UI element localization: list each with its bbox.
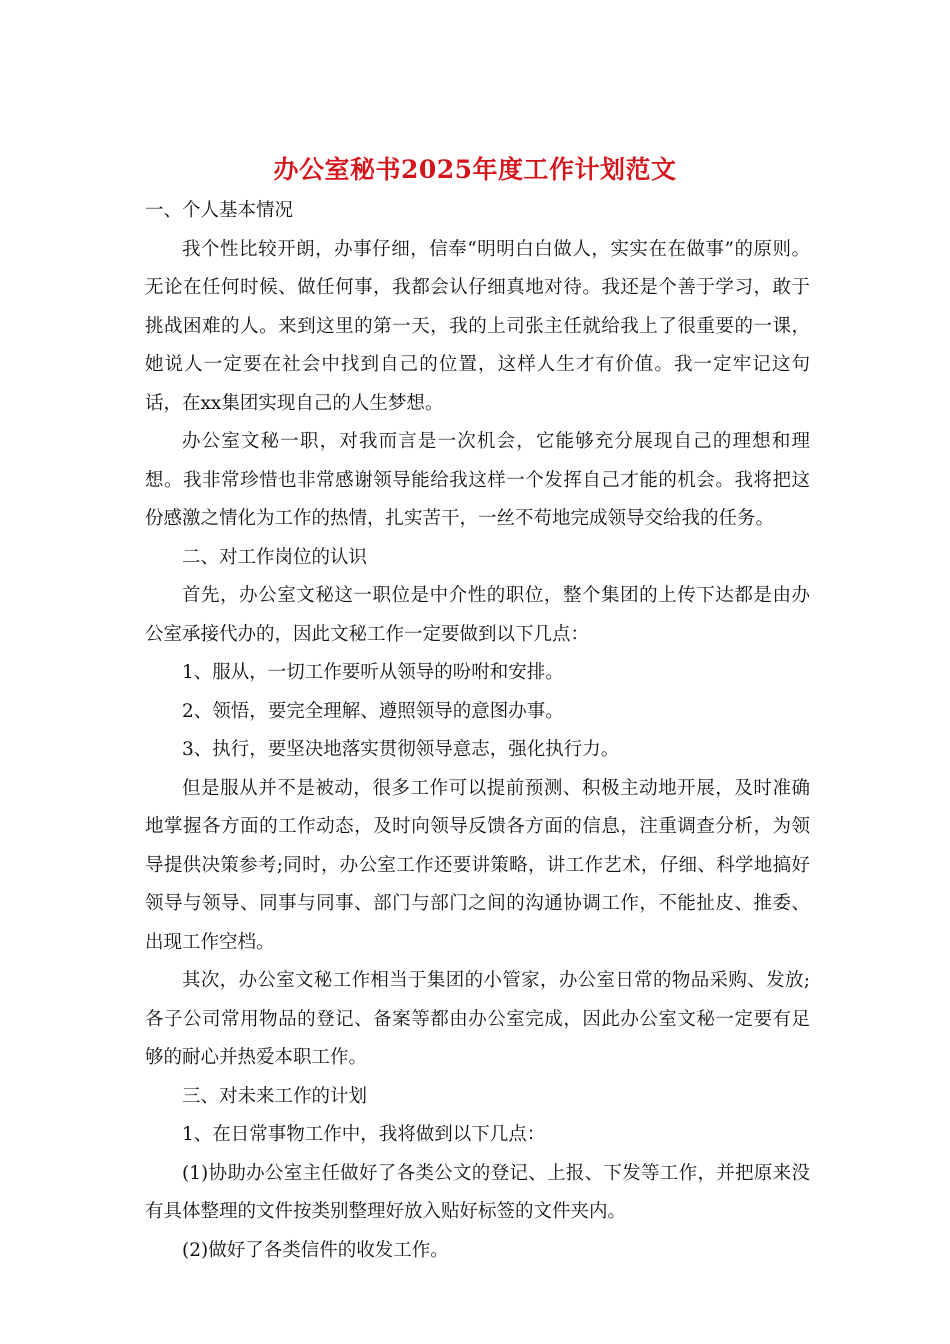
paragraph: 首先，办公室文秘这一职位是中介性的职位，整个集团的上传下达都是由办公室承接代办的，因此文秘工作一定要做到以下几点： (145, 585, 810, 645)
list-item: 1、服从，一切工作要听从领导的吩咐和安排。 (182, 662, 564, 683)
list-item: (1)协助办公室主任做好了各类公文的登记、上报、下发等工作，并把原来没有具体整理的文件按类别整理好放入贴好标签的文件夹内。 (145, 1162, 810, 1222)
list-item: 1、在日常事物工作中，我将做到以下几点： (182, 1124, 546, 1145)
section-heading-1: 一、个人基本情况 (145, 200, 294, 221)
document-body (145, 192, 810, 1270)
paragraph: 其次，办公室文秘工作相当于集团的小管家，办公室日常的物品采购、发放;各子公司常用物品的登记、备案等都由办公室完成，因此办公室文秘一定要有足够的耐心并热爱本职工作。 (145, 970, 810, 1068)
document-title: 办公室秘书2025年度工作计划范文 (273, 155, 677, 184)
list-item: 2、领悟，要完全理解、遵照领导的意图办事。 (182, 700, 564, 722)
paragraph: 我个性比较开朗，办事仔细，信奉“明明白白做人，实实在在做事”的原则。无论在任何时候、做任何事，我都会认仔细真地对待。我还是个善于学习，敢于挑战困难的人。来到这里的第一天，我的上司张主任就给我上了很重要的一课，她说人一定要在社会中找到自己的位置，这样人生才有价值。我一定牢记这句话，在xx集团实现自己的人生梦想。 (145, 238, 810, 414)
paragraph: 办公室文秘一职，对我而言是一次机会，它能够充分展现自己的理想和理想。我非常珍惜也非常感谢领导能给我这样一个发挥自己才能的机会。我将把这份感激之情化为工作的热情，扎实苦干，一丝不苟地完成领导交给我的任务。 (145, 431, 810, 529)
section-heading-3: 三、对未来工作的计划 (182, 1085, 368, 1107)
list-item: 3、执行，要坚决地落实贯彻领导意志，强化执行力。 (182, 739, 620, 760)
list-item: (2)做好了各类信件的收发工作。 (182, 1239, 449, 1261)
paragraph: 但是服从并不是被动，很多工作可以提前预测、积极主动地开展，及时准确地掌握各方面的工作动态，及时向领导反馈各方面的信息，注重调查分析，为领导提供决策参考;同时，办公室工作还要讲策略，讲工作艺术，仔细、科学地搞好领导与领导、同事与同事、部门与部门之间的沟通协调工作，不能扯皮、推委、出现工作空档。 (145, 777, 810, 953)
section-heading-2: 二、对工作岗位的认识 (182, 546, 368, 568)
